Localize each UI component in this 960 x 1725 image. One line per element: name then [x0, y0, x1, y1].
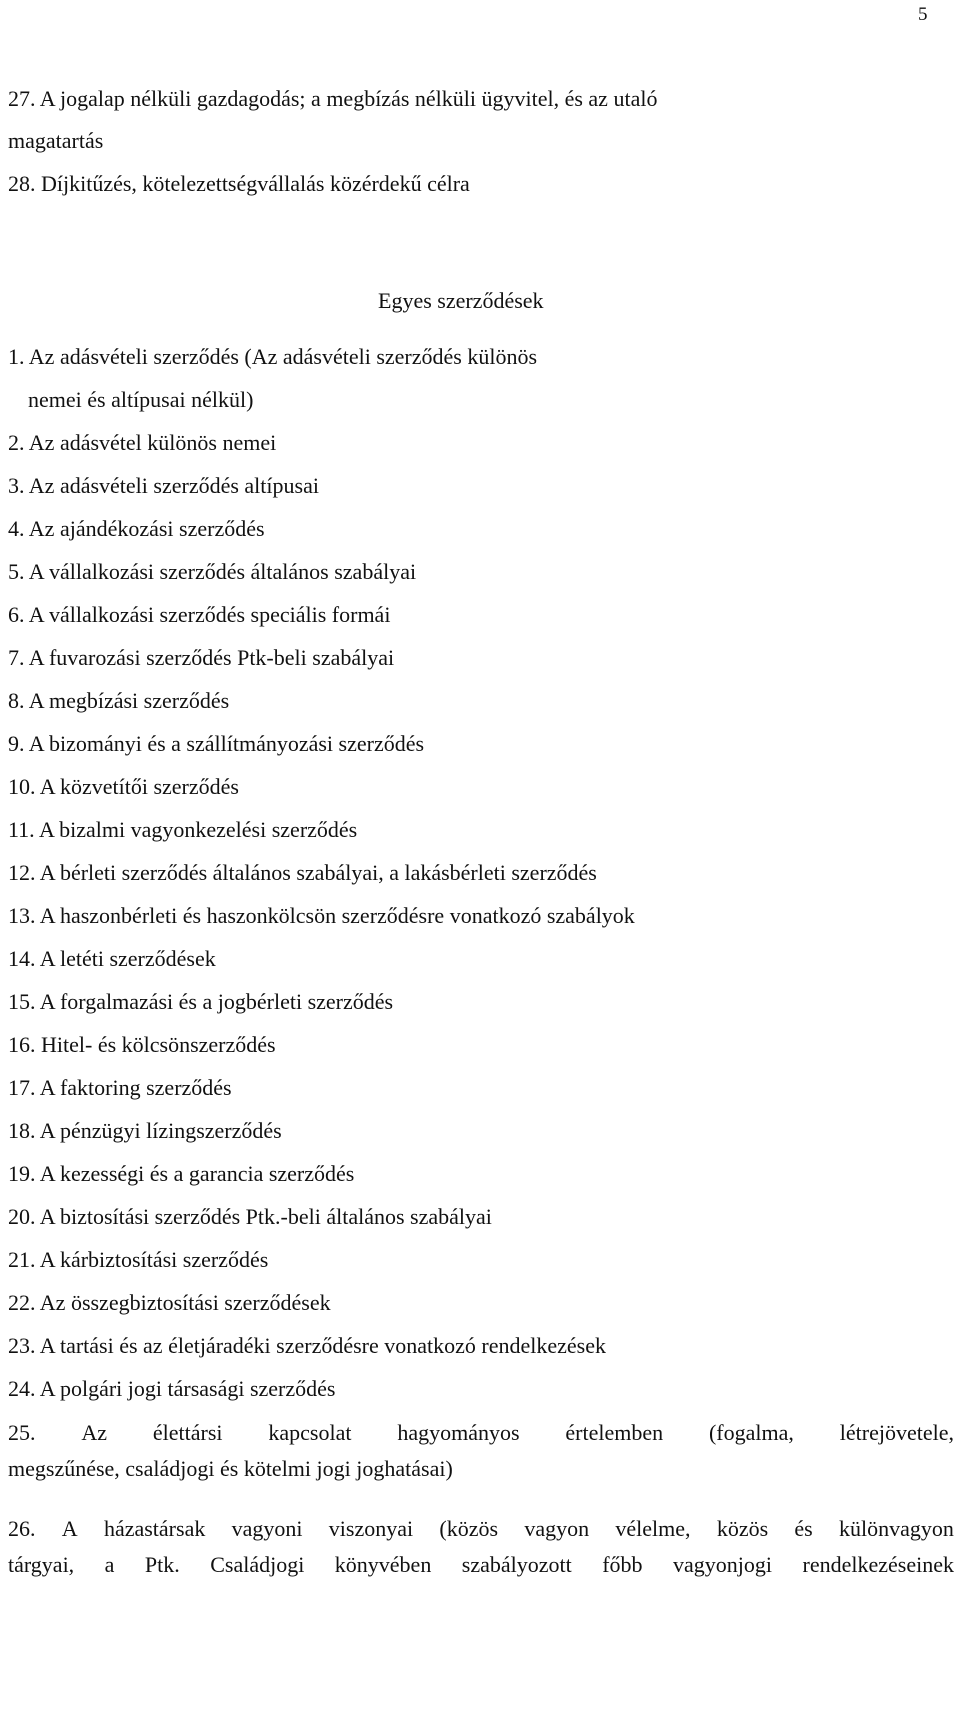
- page-number: 5: [918, 4, 928, 25]
- list-item: 16. Hitel- és kölcsönszerződés: [8, 1032, 276, 1057]
- justified-line-item-26-cont: tárgyai, a Ptk. Családjogi könyvében szabályozott főbb vagyonjogi rendelkezéseinek: [8, 1552, 954, 1577]
- list-item: 21. A kárbiztosítási szerződés: [8, 1247, 269, 1272]
- list-item: magatartás: [8, 128, 104, 153]
- list-item: 1. Az adásvételi szerződés (Az adásvételi szerződés különös: [8, 344, 538, 369]
- justified-line-item-26: 26. A házastársak vagyoni viszonyai (közös vagyon vélelme, közös és különvagyon: [8, 1516, 954, 1541]
- list-item: 18. A pénzügyi lízingszerződés: [8, 1118, 282, 1143]
- list-item: 20. A biztosítási szerződés Ptk.-beli általános szabályai: [8, 1204, 492, 1229]
- list-item: 28. Díjkitűzés, kötelezettségvállalás közérdekű célra: [8, 171, 470, 196]
- list-item: 15. A forgalmazási és a jogbérleti szerződés: [8, 989, 394, 1014]
- list-item: 3. Az adásvételi szerződés altípusai: [8, 473, 319, 498]
- list-item: 17. A faktoring szerződés: [8, 1075, 232, 1100]
- list-item: 2. Az adásvétel különös nemei: [8, 430, 277, 455]
- list-item: 23. A tartási és az életjáradéki szerződésre vonatkozó rendelkezések: [8, 1333, 606, 1358]
- list-item: 14. A letéti szerződések: [8, 946, 216, 971]
- list-item: 27. A jogalap nélküli gazdagodás; a megbízás nélküli ügyvitel, és az utaló: [8, 86, 658, 111]
- list-item: 6. A vállalkozási szerződés speciális formái: [8, 602, 391, 627]
- list-item: 8. A megbízási szerződés: [8, 688, 230, 713]
- list-item: 22. Az összegbiztosítási szerződések: [8, 1290, 331, 1315]
- list-item: 10. A közvetítői szerződés: [8, 774, 239, 799]
- justified-line-item-25: 25. Az élettársi kapcsolat hagyományos értelemben (fogalma, létrejövetele,: [8, 1420, 954, 1445]
- list-item: 7. A fuvarozási szerződés Ptk-beli szabályai: [8, 645, 395, 670]
- list-item: 9. A bizományi és a szállítmányozási szerződés: [8, 731, 425, 756]
- list-item: megszűnése, családjogi és kötelmi jogi joghatásai): [8, 1456, 453, 1481]
- list-item: 4. Az ajándékozási szerződés: [8, 516, 265, 541]
- list-item: 11. A bizalmi vagyonkezelési szerződés: [8, 817, 358, 842]
- list-item: 24. A polgári jogi társasági szerződés: [8, 1376, 336, 1401]
- list-item: 12. A bérleti szerződés általános szabályai, a lakásbérleti szerződés: [8, 860, 597, 885]
- section-heading: Egyes szerződések: [378, 288, 544, 313]
- list-item: 13. A haszonbérleti és haszonkölcsön szerződésre vonatkozó szabályok: [8, 903, 635, 928]
- list-item: nemei és altípusai nélkül): [28, 387, 254, 412]
- list-item: 19. A kezességi és a garancia szerződés: [8, 1161, 355, 1186]
- list-item: 5. A vállalkozási szerződés általános szabályai: [8, 559, 417, 584]
